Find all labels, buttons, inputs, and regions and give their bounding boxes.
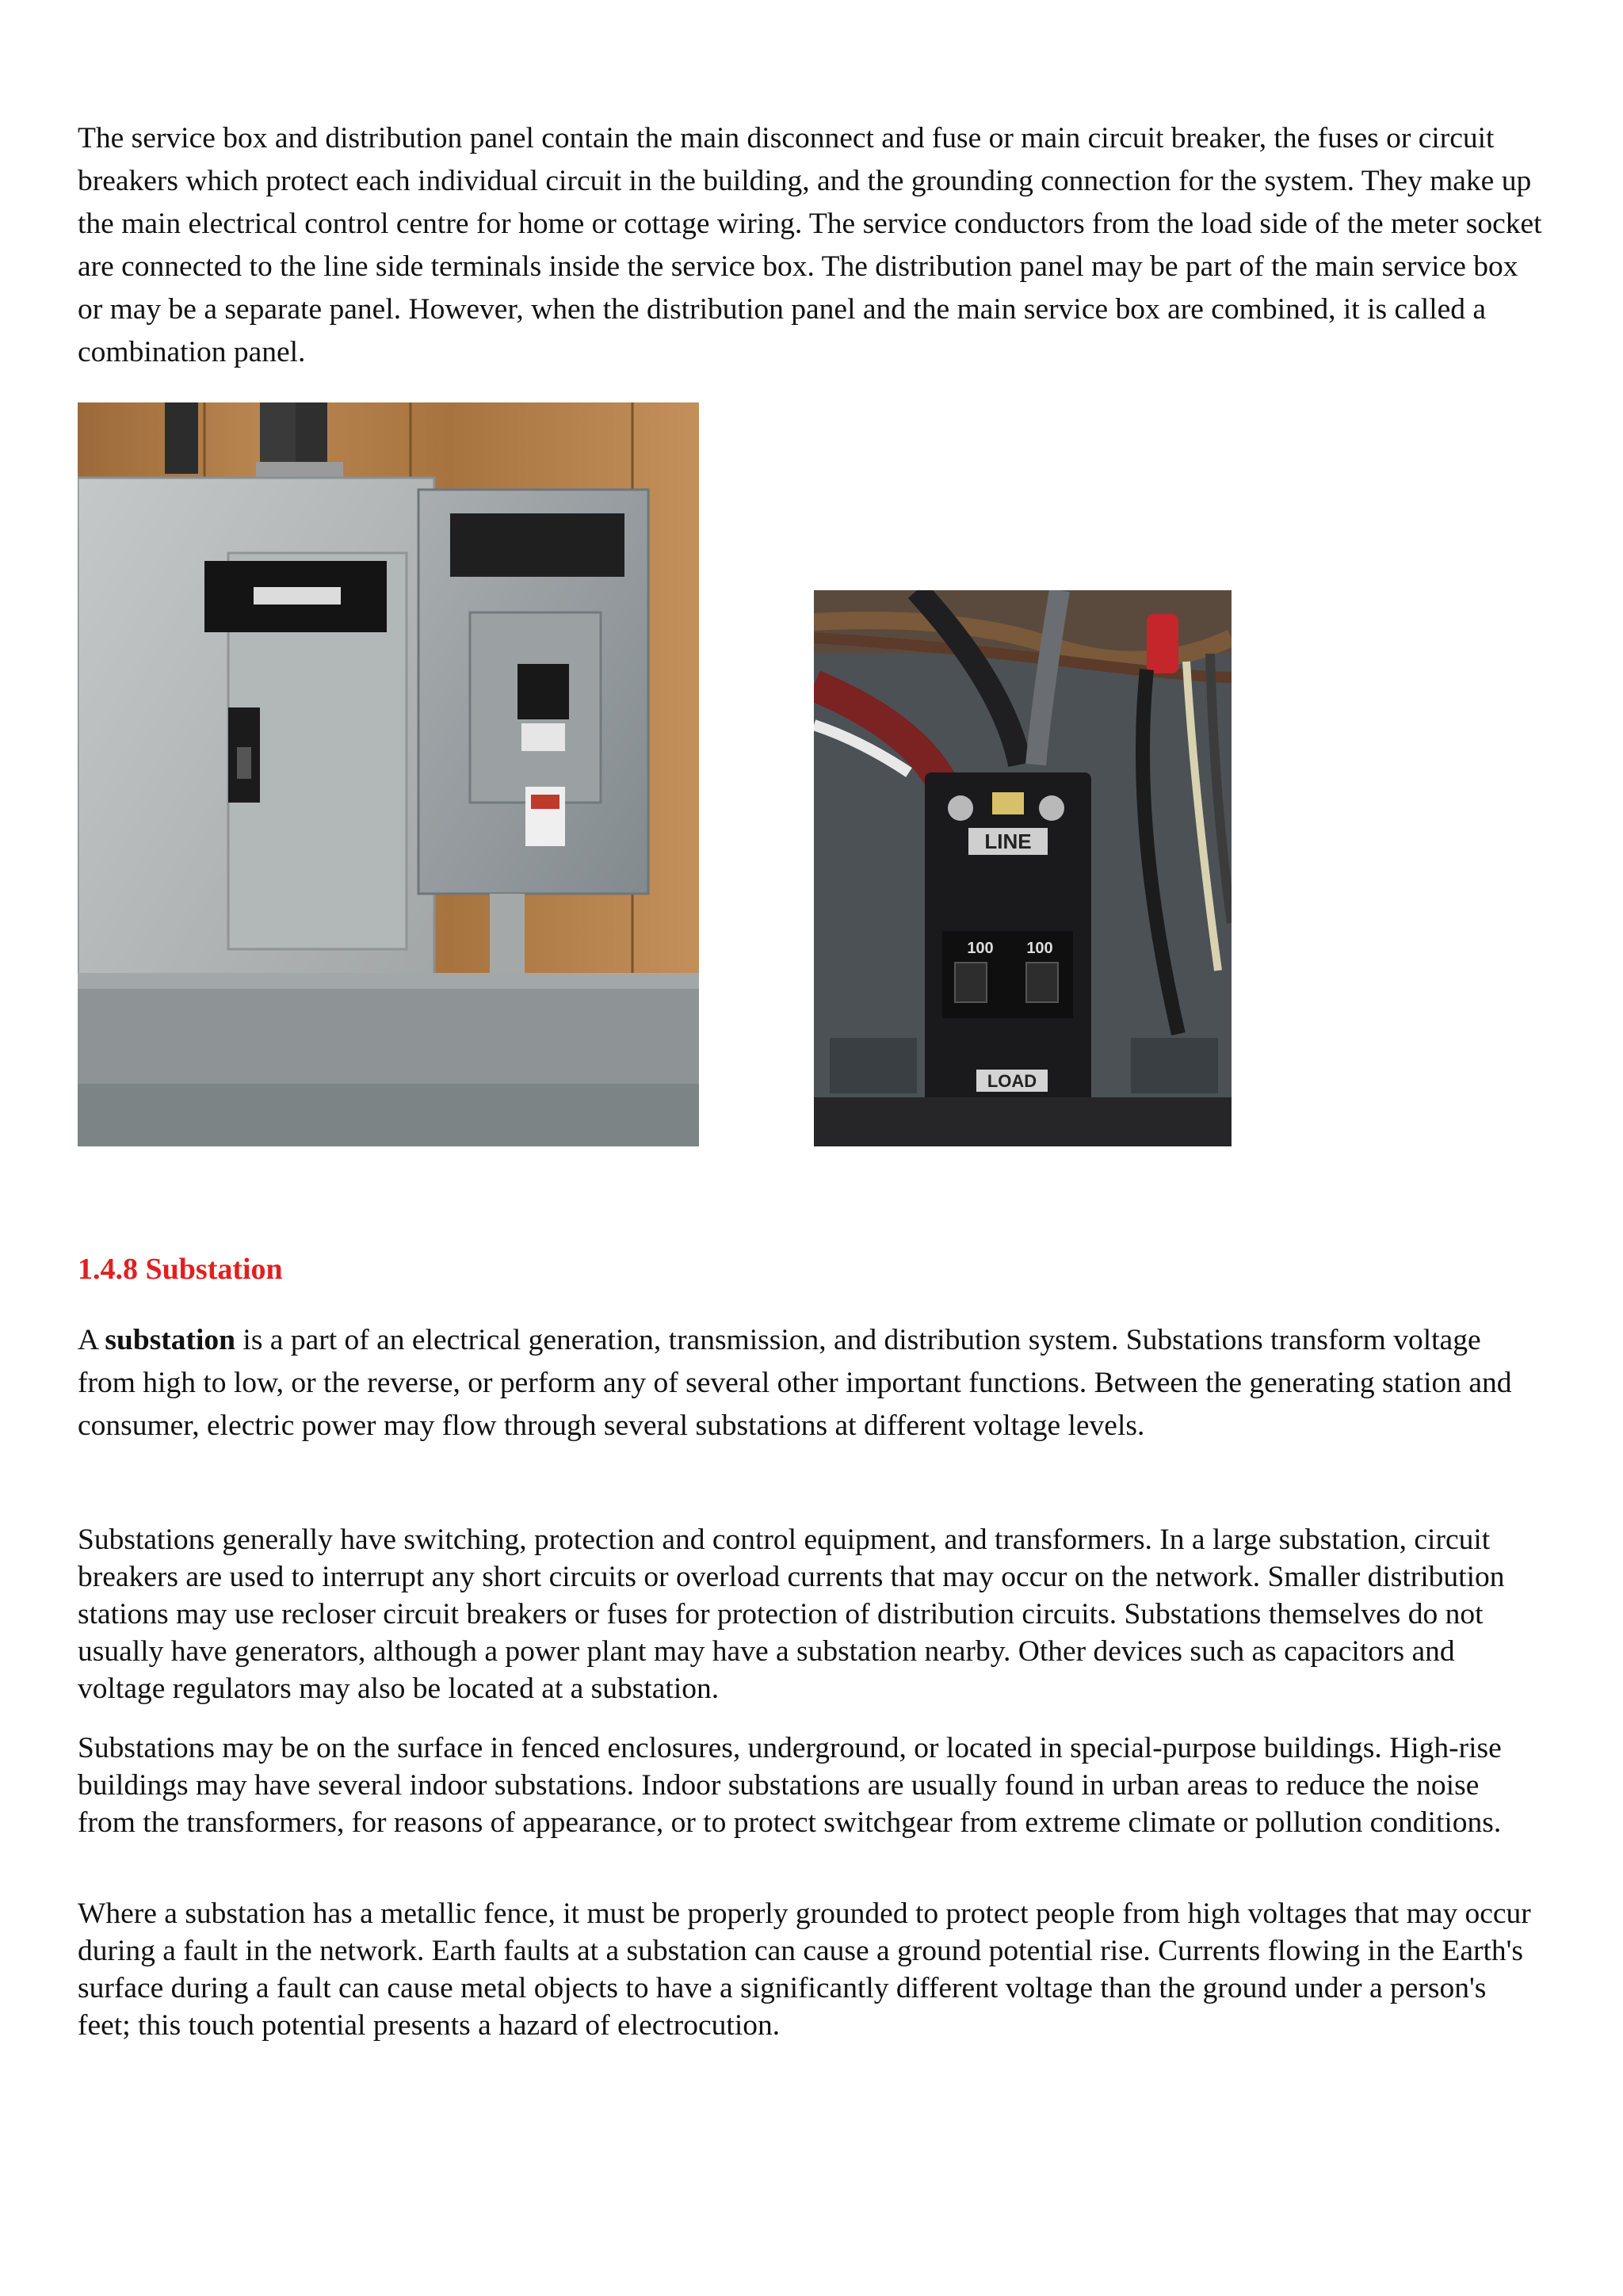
breaker-rating-right: 100 (1026, 940, 1053, 957)
breaker-photo (814, 590, 1232, 1146)
breaker-rating-left: 100 (967, 940, 994, 957)
service-box-illustration (78, 402, 699, 1146)
line-label: LINE (984, 830, 1032, 853)
paragraph-rest: is a part of an electrical generation, transmission, and distribution system. Substations transform voltage from high to low, or the reverse, or perform any of several other important functions. Between the generating station and consumer, electric power may flow through several substations at different voltage levels. (78, 1324, 1512, 1442)
load-label: LOAD (987, 1071, 1037, 1091)
paragraph-prefix: A (78, 1324, 105, 1356)
service-box-photo (78, 402, 699, 1146)
substation-term: substation (105, 1324, 236, 1356)
breaker-illustration (814, 590, 1232, 1146)
section-heading: 1.4.8 Substation (78, 1253, 283, 1286)
substation-paragraph-3: Substations may be on the surface in fenced enclosures, underground, or located in special-purpose buildings. High-rise buildings may have several indoor substations. Indoor substations are usually found in urban areas to reduce the noise from the transformers, for reasons of appearance, or to protect switchgear from extreme climate or pollution conditions. (78, 1732, 1502, 1839)
substation-paragraph-1 (78, 1319, 1544, 1447)
substation-paragraph-4: Where a substation has a metallic fence, it must be properly grounded to protect people from high voltages that may occur during a fault in the network. Earth faults at a substation can cause a ground potential rise. Currents flowing in the Earth's surface during a fault can cause metal objects to have a significantly different voltage than the ground under a person's feet; this touch potential presents a hazard of electrocution. (78, 1897, 1531, 2042)
substation-paragraph-2: Substations generally have switching, protection and control equipment, and transformers. In a large substation, circuit breakers are used to interrupt any short circuits or overload currents that may occur on the network. Smaller distribution stations may use recloser circuit breakers or fuses for protection of distribution circuits. Substations themselves do not usually have generators, although a power plant may have a substation nearby. Other devices such as capacitors and voltage regulators may also be located at a substation. (78, 1524, 1505, 1705)
intro-paragraph: The service box and distribution panel contain the main disconnect and fuse or main circuit breaker, the fuses or circuit breakers which protect each individual circuit in the building, and the grounding connection for the system. They make up the main electrical control centre for home or cottage wiring. The service conductors from the load side of the meter socket are connected to the line side terminals inside the service box. The distribution panel may be part of the main service box or may be a separate panel. However, when the distribution panel and the main service box are combined, it is called a combination panel. (78, 122, 1542, 368)
